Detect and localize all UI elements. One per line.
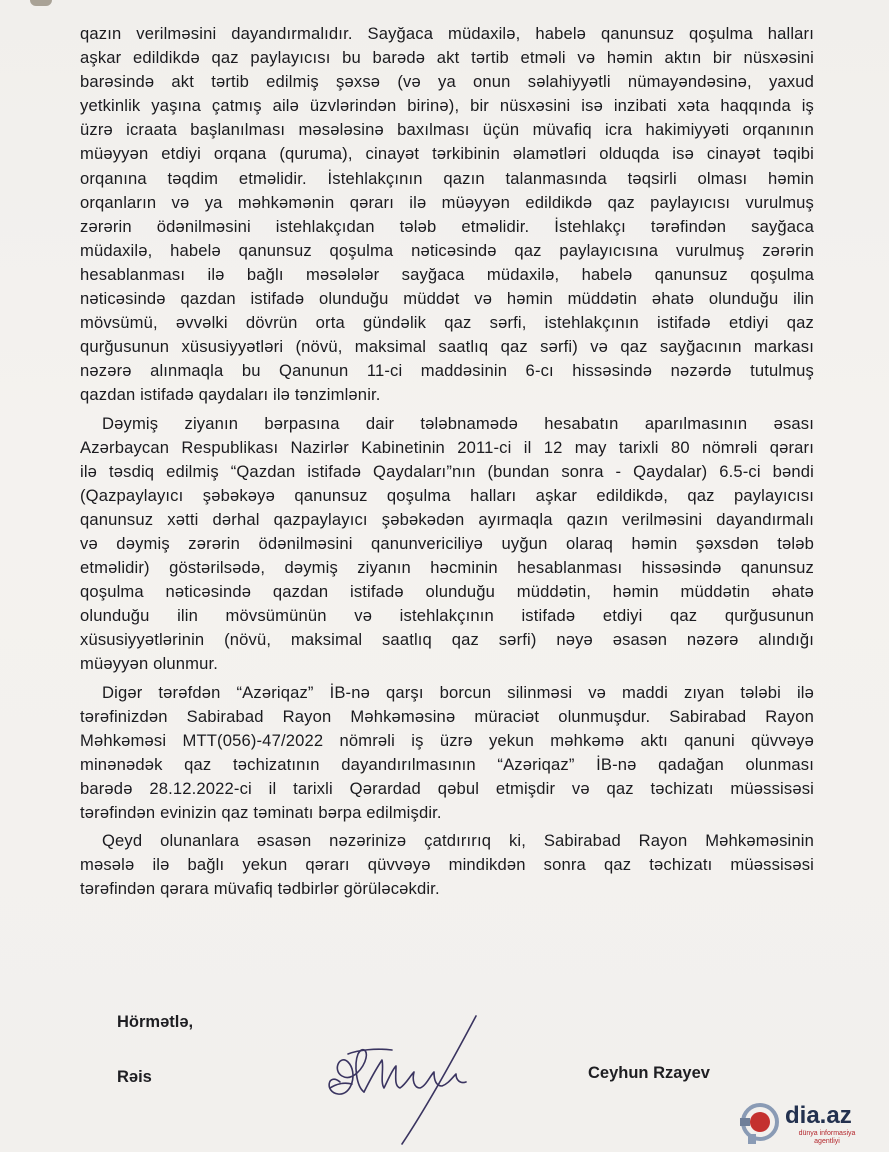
letter-body <box>80 22 814 901</box>
text-line: Qeyd olunanlara əsasən nəzərinizə çatdırırıq ki, Sabirabad Rayon Məhkəməsinin <box>102 831 814 851</box>
paper-smudge <box>30 0 52 6</box>
text-line: minənədək qaz təchizatının dayandırılmasının “Azəriqaz” İB-nə qadağan olunması <box>80 754 814 774</box>
text-line: olunduğu ilin mövsümünün və istehlakçının istifadə etdiyi qaz qurğusunun <box>80 606 814 626</box>
text-line: zərərin ödənilməsini istehlakçıdan tələb etməlidir. İstehlakçı tərəfindən sayğaca <box>80 216 814 236</box>
text-line: üzrə icraata başlanılması məsələsinə baxılması üçün müvafiq icra hakimiyyəti orqanının <box>80 120 814 140</box>
watermark-tagline-line1: dünya informasiya <box>798 1130 856 1137</box>
text-line: barəsində akt tərtib edilmiş şəxsə (və ya onun səlahiyyətli nümayəndəsinə, yaxud <box>80 72 814 92</box>
text-line: qazdan istifadə qaydaları ilə tənzimlənir. <box>80 385 381 405</box>
watermark-tagline-line2: agentliyi <box>814 1138 840 1145</box>
text-line: tərəfindən evinizin qaz təminatı bərpa edilmişdir. <box>80 803 442 822</box>
text-line: tərəfinizdən Sabirabad Rayon Məhkəməsinə müraciət olunmuşdur. Sabirabad Rayon <box>80 706 814 726</box>
text-line: orqanına təqdim etməlidir. İstehlakçının qazın talanmasında təqsirli olması həmin <box>80 168 814 188</box>
watermark-brand: dia.az <box>785 1102 852 1129</box>
text-line: müdaxilə, habelə qanunsuz qoşulma nəticəsində qaz paylayıcısına vurulmuş zərərin <box>80 240 814 260</box>
text-line: nəzərə alınmaqla bu Qanunun 11-ci maddəsinin 6-cı hissəsində nəzərdə tutulmuş <box>80 361 814 381</box>
paragraph-2 <box>80 412 814 677</box>
text-line: müəyyən olunmur. <box>80 654 218 674</box>
text-line: mövsümü, əvvəlki dövrün orta gündəlik qaz sərfi, istehlakçının istifadə etdiyi qaz <box>80 313 814 333</box>
text-line: barədə 28.12.2022-ci il tarixli Qərardad qəbul etmişdir və qaz təchizatı müəssisəsi <box>80 778 814 798</box>
text-line: xüsusiyyətlərinin (növü, maksimal saatlıq qaz sərfi) nəyə əsasən nəzərə alındığı <box>80 630 814 650</box>
closing-greeting: Hörmətlə, <box>117 1013 194 1031</box>
text-line: Dəymiş ziyanın bərpasına dair tələbnamədə hesabatın aparılmasının əsası <box>102 413 814 433</box>
text-line: aşkar edildikdə qaz paylayıcısı bu barədə akt tərtib etməli və həmin aktın bir nüsxəsini <box>80 48 814 68</box>
text-line: Digər tərəfdən “Azəriqaz” İB-nə qarşı borcun silinməsi və maddi zıyan tələbi ilə <box>102 682 814 702</box>
text-line: Məhkəməsi MTT(056)-47/2022 nömrəli iş üzrə yekun məhkəmə aktı qanuni qüvvəyə <box>80 730 814 750</box>
text-line: məsələ ilə bağlı yekun qərarı qüvvəyə mindikdən sonra qaz təchizatı müəssisəsi <box>80 855 814 875</box>
handwritten-signature <box>318 1010 498 1150</box>
text-line: müəyyən etdiyi orqana (quruma), cinayət tərkibinin əlamətləri olduqda isə cinayət təqibi <box>80 144 814 164</box>
text-line: etməlidir) göstərilsədə, dəymiş ziyanın həcminin hesablanması hissəsində qanunsuz <box>80 558 814 578</box>
text-line: qazın verilməsini dayandırmalıdır. Sayğaca müdaxilə, habelə qanunsuz qoşulma halları <box>80 24 814 43</box>
text-line: (Qazpaylayıcı şəbəkəyə qanunsuz qoşulma halları aşkar edildikdə, qaz paylayıcısı <box>80 485 814 505</box>
text-line: və dəymiş zərərin ödənilməsini qanunvericiliyə uyğun olaraq həmin şəxsdən tələb <box>80 533 814 553</box>
text-line: yetkinlik yaşına çatmış ailə üzvlərindən birinə), bir nüsxəsini isə inzibati xəta haqqında iş <box>80 96 814 116</box>
text-line: ilə təsdiq edilmiş “Qazdan istifadə Qaydaları”nın (bundan sonra - Qaydalar) 6.5-ci bəndi <box>80 461 814 481</box>
text-line: qanunsuz xətti dərhal qazpaylayıcı şəbəkədən ayırmaqla qazın verilməsini dayandırmalı <box>80 509 814 529</box>
paragraph-3 <box>80 681 814 826</box>
signatory-title: Rəis <box>117 1068 152 1086</box>
text-line: orqanların və ya məhkəmənin qərarı ilə müəyyən edildikdə qaz paylayıcısı vurulmuş <box>80 192 814 212</box>
signatory-name: Ceyhun Rzayev <box>588 1064 710 1082</box>
text-line: qoşulma nəticəsində qazdan istifadə olunduğu müddətin, həmin müddətin əhatə <box>80 582 814 602</box>
paragraph-4 <box>80 829 814 901</box>
text-line: nəticəsində qazdan istifadə olunduğu müddət və həmin müddətin əhatə olunduğu ilin <box>80 289 814 309</box>
text-line: qurğusunun xüsusiyyətləri (növü, maksimal saatlıq qaz sərfi) və qaz sayğacının markası <box>80 337 814 357</box>
watermark-tagline <box>797 1130 857 1146</box>
text-line: hesablanması ilə bağlı məsələlər sayğaca müdaxilə, habelə qanunsuz qoşulma <box>80 264 814 284</box>
paragraph-1 <box>80 22 814 408</box>
text-line: tərəfindən qərara müvafiq tədbirlər görüləcəkdir. <box>80 879 440 899</box>
text-line: Azərbaycan Respublikası Nazirlər Kabinetinin 2011-ci il 12 may tarixli 80 nömrəli qərarı <box>80 437 814 457</box>
